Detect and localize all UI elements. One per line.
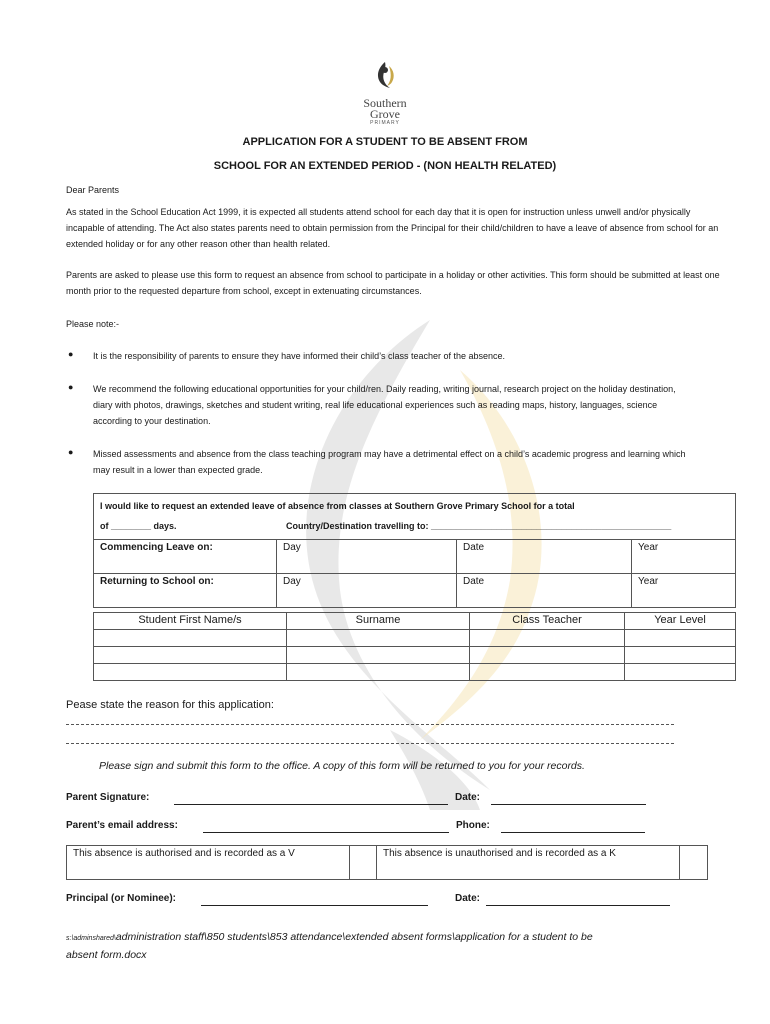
table-row xyxy=(94,647,736,664)
flame-icon xyxy=(370,60,400,92)
parent-signature-field[interactable] xyxy=(174,804,448,805)
bullet-dot: ● xyxy=(68,349,74,359)
reason-line-1[interactable] xyxy=(66,724,674,725)
commencing-date[interactable]: Date xyxy=(457,540,632,574)
table-row xyxy=(94,630,736,647)
email-label: Parent’s email address: xyxy=(66,820,178,831)
email-field[interactable] xyxy=(203,832,449,833)
returning-date[interactable]: Date xyxy=(457,574,632,608)
authorised-text: This absence is authorised and is recorded as a V xyxy=(67,846,350,880)
table-row xyxy=(94,664,736,681)
phone-field[interactable] xyxy=(501,832,645,833)
date-label: Date: xyxy=(455,792,481,803)
country-field[interactable]: Country/Destination travelling to: ________________________________________________ xyxy=(286,521,672,531)
file-path-line2: absent form.docx xyxy=(66,949,147,961)
principal-signature-field[interactable] xyxy=(201,905,428,906)
student-table xyxy=(93,612,736,681)
logo-line3: PRIMARY xyxy=(370,120,400,126)
school-logo xyxy=(352,60,418,128)
commencing-label: Commencing Leave on: xyxy=(94,540,277,574)
parent-signature-label: Parent Signature: xyxy=(66,792,150,803)
bullet-1: It is the responsibility of parents to ensure they have informed their child’s class teacher of the absence. xyxy=(93,351,506,361)
reason-line-2[interactable] xyxy=(66,743,674,744)
returning-year[interactable]: Year xyxy=(632,574,736,608)
bullet-3: Missed assessments and absence from the class teaching program may have a detrimental effect on a child’s academic progress and learning which may result in a lower than expected grade. xyxy=(93,449,686,475)
absence-table xyxy=(66,845,708,880)
days-field[interactable]: of ________ days. xyxy=(100,521,177,531)
title-line2: SCHOOL FOR AN EXTENDED PERIOD - (NON HEALTH RELATED) xyxy=(213,160,557,172)
bullet-dot: ● xyxy=(68,382,74,392)
principal-date-label: Date: xyxy=(455,893,481,904)
logo-line2: Grove xyxy=(370,107,400,121)
phone-label: Phone: xyxy=(456,820,490,831)
logo-line1: Southern xyxy=(363,96,407,110)
principal-date-field[interactable] xyxy=(486,905,670,906)
please-note: Please note:- xyxy=(66,319,120,329)
file-path-prefix: s:\adminshared\ xyxy=(66,935,116,942)
file-path-rest: administration staff\850 students\853 attendance\extended absent forms\application for a student to be xyxy=(115,931,593,943)
header-first-name: Student First Name/s xyxy=(94,613,287,630)
date-field[interactable] xyxy=(491,804,646,805)
greeting: Dear Parents xyxy=(66,185,120,195)
unauthorised-text: This absence is unauthorised and is recorded as a K xyxy=(377,846,680,880)
title-line1: APPLICATION FOR A STUDENT TO BE ABSENT FROM xyxy=(242,136,528,148)
header-year-level: Year Level xyxy=(625,613,736,630)
commencing-year[interactable]: Year xyxy=(632,540,736,574)
request-table xyxy=(93,493,736,608)
authorised-box[interactable] xyxy=(350,846,377,880)
bullet-dot: ● xyxy=(68,447,74,457)
header-class-teacher: Class Teacher xyxy=(470,613,625,630)
file-path xyxy=(66,929,706,964)
header-surname: Surname xyxy=(287,613,470,630)
returning-day[interactable]: Day xyxy=(277,574,457,608)
paragraph-2: Parents are asked to please use this form to request an absence from school to participate in a holiday or other activities. This form should be submitted at least one month prior to the requested departure from school, except in extenuating circumstances. xyxy=(66,270,720,296)
bullet-2: We recommend the following educational opportunities for your child/ren. Daily reading, writing journal, research project on the holiday destination, diary with photos, drawings, sketches and student writing, real life educational experiences such as reading maps, history, languages, science according to your destination. xyxy=(93,384,676,426)
principal-label: Principal (or Nominee): xyxy=(66,893,177,904)
sign-note: Please sign and submit this form to the office. A copy of this form will be returned to you for your records. xyxy=(99,760,585,772)
unauthorised-box[interactable] xyxy=(680,846,708,880)
returning-label: Returning to School on: xyxy=(94,574,277,608)
reason-label: Pease state the reason for this application: xyxy=(66,699,274,711)
request-line1: I would like to request an extended leave of absence from classes at Southern Grove Primary School for a total xyxy=(100,501,575,511)
commencing-day[interactable]: Day xyxy=(277,540,457,574)
paragraph-1: As stated in the School Education Act 1999, it is expected all students attend school for each day that it is open for instruction unless unwell and/or physically incapable of attending. The Act also states parents need to obtain permission from the Principal for their child/children to have a leave of absence from school for an extended holiday or for any other reason other than health related. xyxy=(66,207,719,249)
